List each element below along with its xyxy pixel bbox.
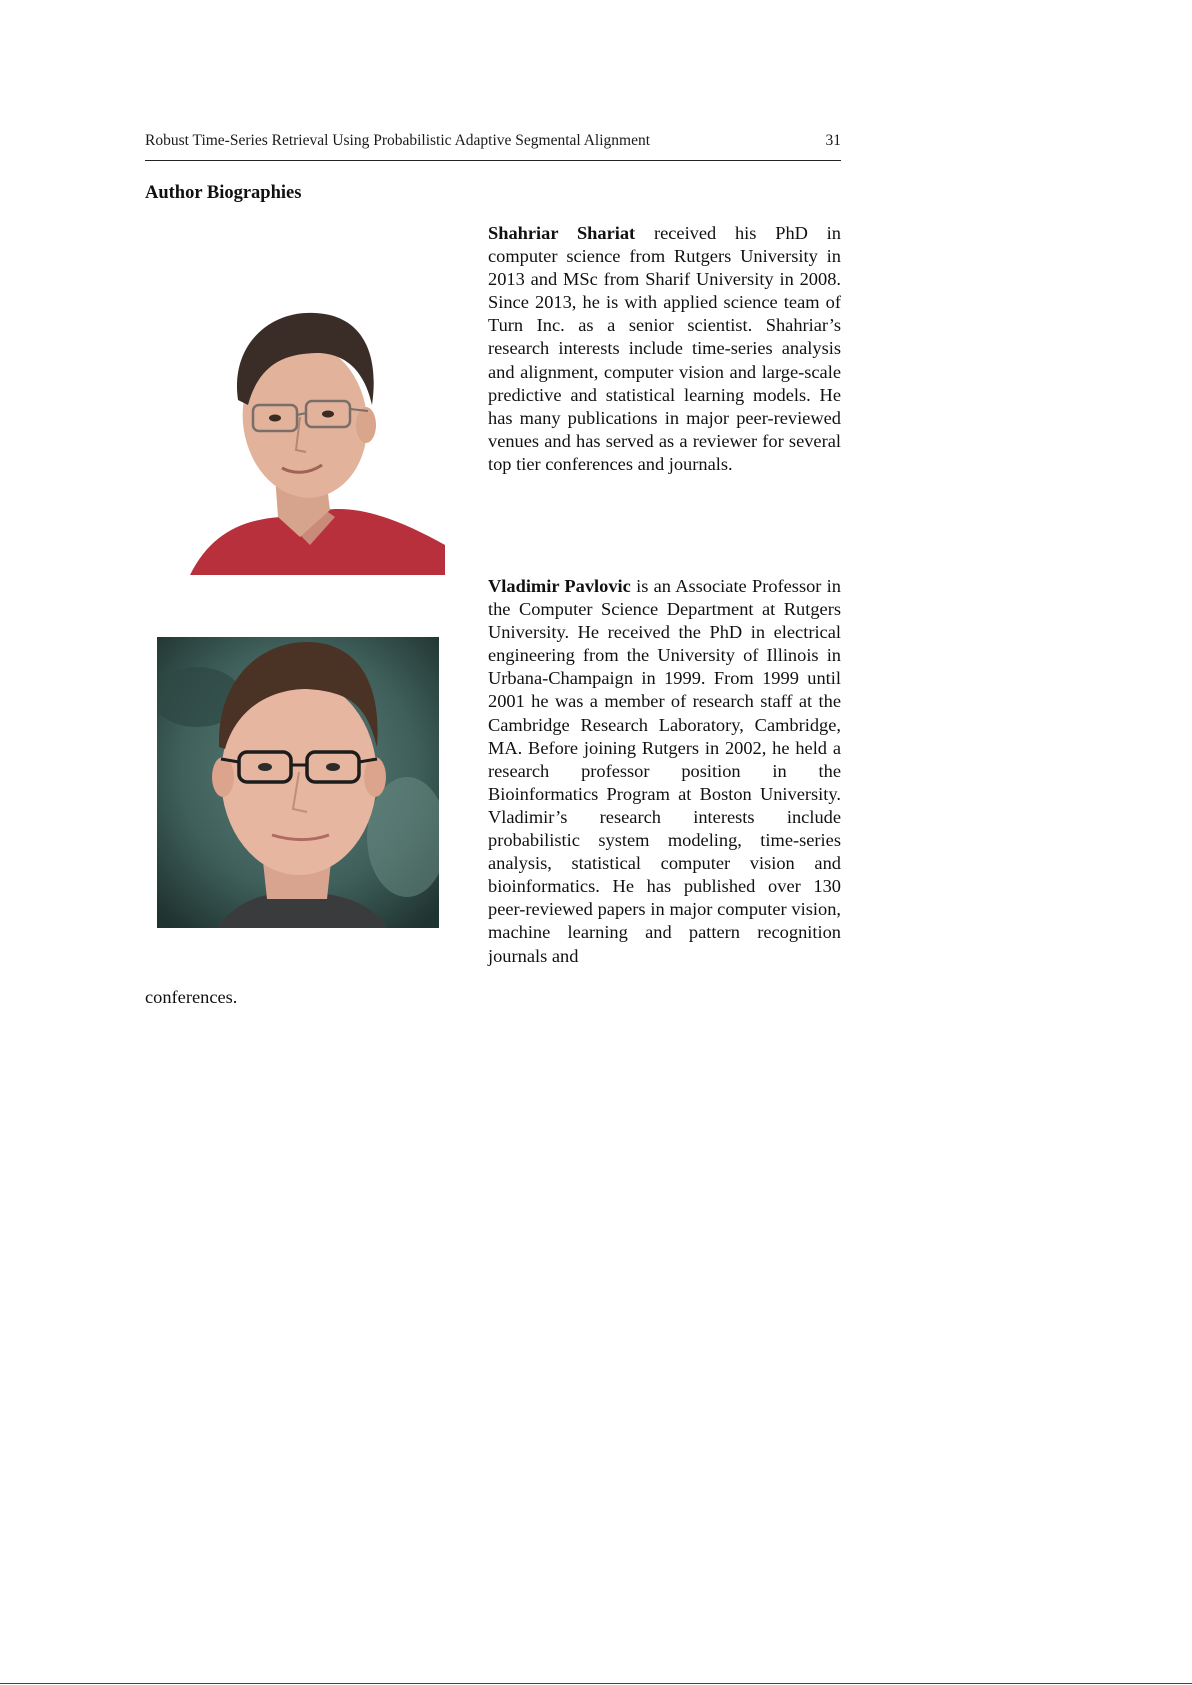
author-photo-shahriar-shariat: [150, 305, 445, 575]
author-name: Shahriar Shariat: [488, 223, 636, 243]
author-bio-text: is an Associate Professor in the Computer Science Department at Rutgers University. He received the PhD in electrical engineering from the University of Illinois in Urbana-Champaign in 1999. From 1999 until 2001 he was a member of research staff at the Cambridge Research Laboratory, Cambridge, MA. Before joining Rutgers in 2002, he held a research professor position in the Bioinformatics Program at Boston University. Vladimir’s research interests include probabilistic system modeling, time-series analysis, statistical computer vision and bioinformatics. He has published over 130 peer-reviewed papers in major computer vision, machine learning and pattern recognition journals and: [488, 576, 841, 966]
header-rule: [145, 160, 841, 161]
author-bio-vladimir-pavlovic: [488, 575, 841, 968]
page-bottom-rule: [0, 1683, 1192, 1684]
author-bio-shahriar-shariat: [488, 222, 841, 476]
running-head: [145, 132, 841, 150]
page-number: 31: [825, 132, 841, 149]
running-title: Robust Time-Series Retrieval Using Probabilistic Adaptive Segmental Alignment: [145, 132, 651, 149]
section-title: Author Biographies: [145, 183, 302, 203]
bio-trailing-text: conferences.: [145, 987, 238, 1007]
author-photo-vladimir-pavlovic: [157, 637, 439, 928]
author-name: Vladimir Pavlovic: [488, 576, 631, 596]
author-bio-text: received his PhD in computer science from Rutgers University in 2013 and MSc from Sharif University in 2008. Since 2013, he is with applied science team of Turn Inc. as a senior scientist. Shahriar’s research interests include time-series analysis and alignment, computer vision and large-scale predictive and statistical learning models. He has many publications in major peer-reviewed venues and has served as a reviewer for several top tier conferences and journals.: [488, 223, 841, 474]
